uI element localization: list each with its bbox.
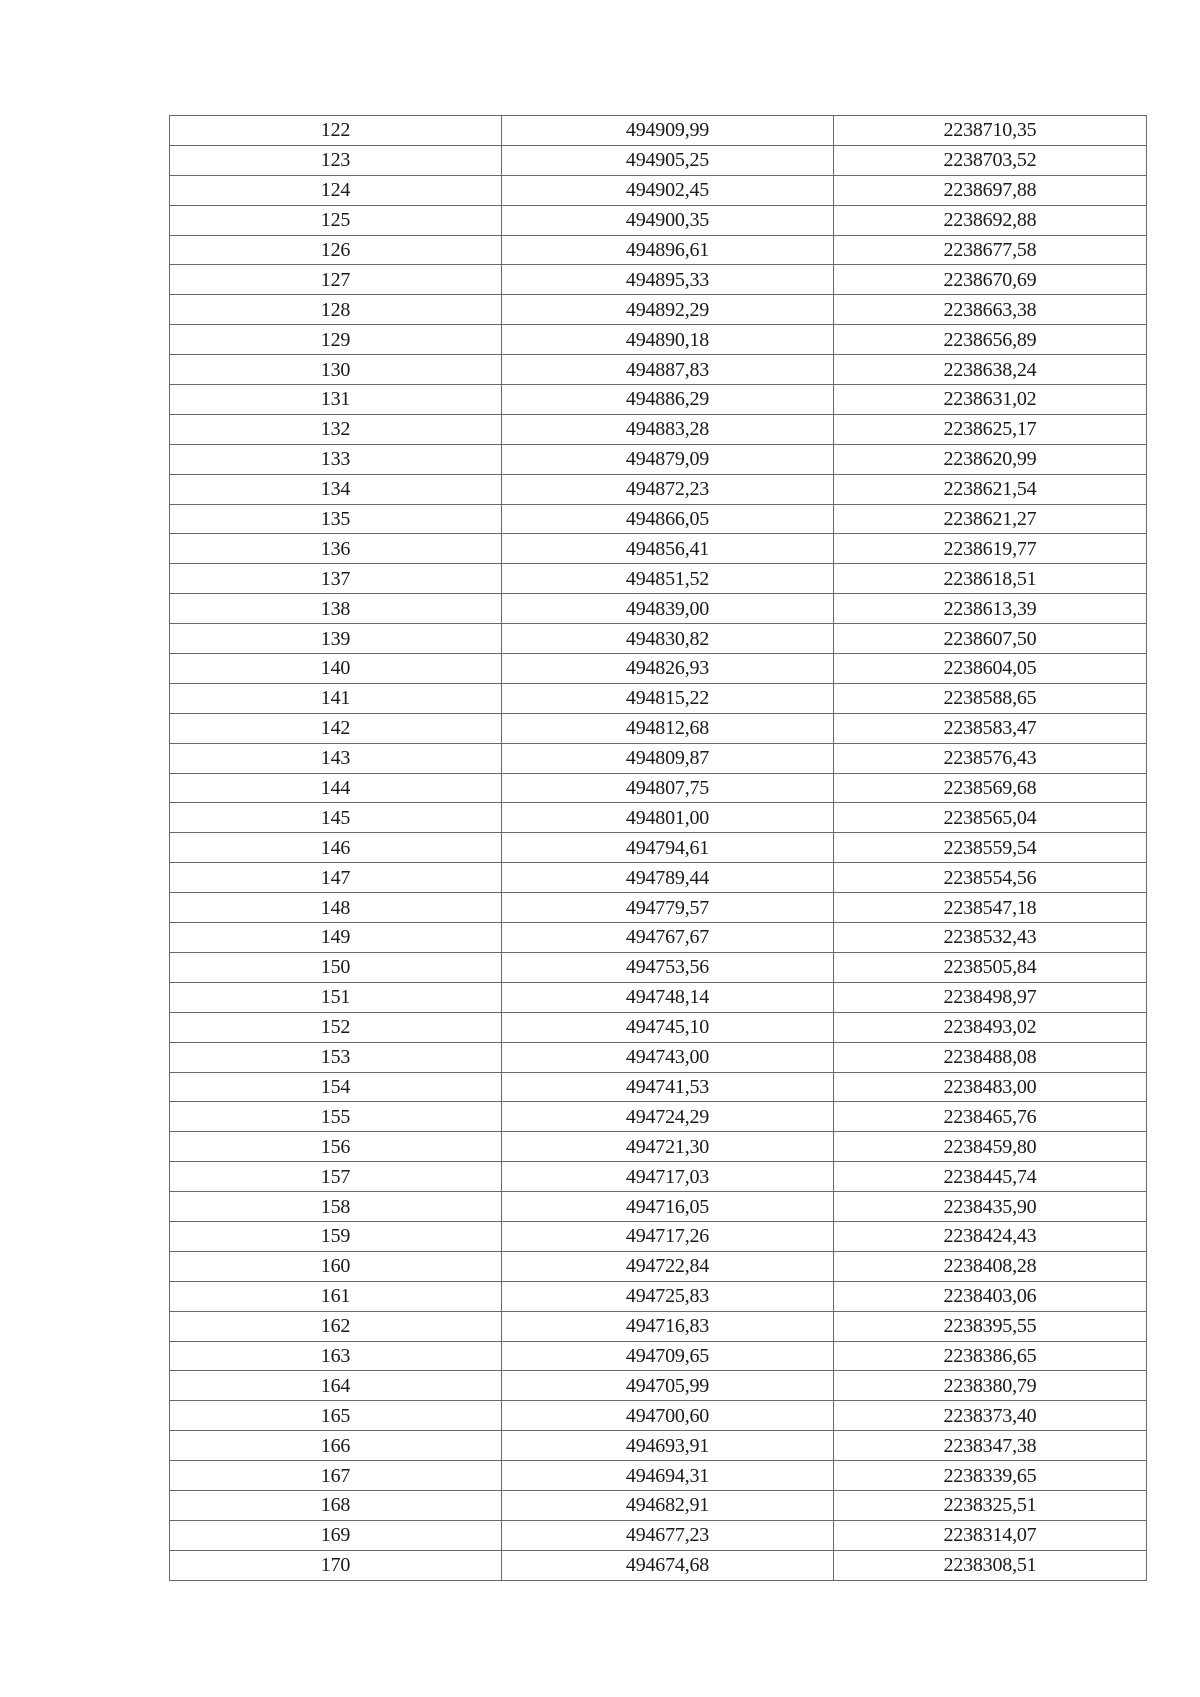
table-row bbox=[170, 504, 1147, 534]
y-coordinate-cell: 2238547,18 bbox=[834, 893, 1147, 923]
y-coordinate-cell: 2238403,06 bbox=[834, 1281, 1147, 1311]
table-row bbox=[170, 982, 1147, 1012]
y-coordinate-cell: 2238583,47 bbox=[834, 713, 1147, 743]
point-number-cell: 126 bbox=[170, 235, 502, 265]
table-row bbox=[170, 564, 1147, 594]
x-coordinate-cell: 494717,26 bbox=[502, 1221, 834, 1251]
y-coordinate-cell: 2238347,38 bbox=[834, 1431, 1147, 1461]
point-number-cell: 131 bbox=[170, 385, 502, 415]
table-row bbox=[170, 474, 1147, 504]
y-coordinate-cell: 2238373,40 bbox=[834, 1401, 1147, 1431]
point-number-cell: 145 bbox=[170, 803, 502, 833]
y-coordinate-cell: 2238308,51 bbox=[834, 1550, 1147, 1580]
x-coordinate-cell: 494905,25 bbox=[502, 145, 834, 175]
table-row bbox=[170, 1192, 1147, 1222]
x-coordinate-cell: 494694,31 bbox=[502, 1461, 834, 1491]
x-coordinate-cell: 494677,23 bbox=[502, 1520, 834, 1550]
x-coordinate-cell: 494851,52 bbox=[502, 564, 834, 594]
y-coordinate-cell: 2238408,28 bbox=[834, 1251, 1147, 1281]
x-coordinate-cell: 494767,67 bbox=[502, 923, 834, 953]
point-number-cell: 155 bbox=[170, 1102, 502, 1132]
x-coordinate-cell: 494886,29 bbox=[502, 385, 834, 415]
y-coordinate-cell: 2238663,38 bbox=[834, 295, 1147, 325]
x-coordinate-cell: 494895,33 bbox=[502, 265, 834, 295]
x-coordinate-cell: 494815,22 bbox=[502, 683, 834, 713]
x-coordinate-cell: 494741,53 bbox=[502, 1072, 834, 1102]
point-number-cell: 146 bbox=[170, 833, 502, 863]
y-coordinate-cell: 2238638,24 bbox=[834, 355, 1147, 385]
point-number-cell: 132 bbox=[170, 414, 502, 444]
y-coordinate-cell: 2238465,76 bbox=[834, 1102, 1147, 1132]
table-row bbox=[170, 803, 1147, 833]
point-number-cell: 170 bbox=[170, 1550, 502, 1580]
point-number-cell: 128 bbox=[170, 295, 502, 325]
x-coordinate-cell: 494725,83 bbox=[502, 1281, 834, 1311]
y-coordinate-cell: 2238619,77 bbox=[834, 534, 1147, 564]
x-coordinate-cell: 494693,91 bbox=[502, 1431, 834, 1461]
y-coordinate-cell: 2238670,69 bbox=[834, 265, 1147, 295]
point-number-cell: 142 bbox=[170, 713, 502, 743]
table-row bbox=[170, 594, 1147, 624]
table-row bbox=[170, 713, 1147, 743]
table-row bbox=[170, 145, 1147, 175]
point-number-cell: 161 bbox=[170, 1281, 502, 1311]
y-coordinate-cell: 2238625,17 bbox=[834, 414, 1147, 444]
table-row bbox=[170, 1371, 1147, 1401]
point-number-cell: 156 bbox=[170, 1132, 502, 1162]
y-coordinate-cell: 2238618,51 bbox=[834, 564, 1147, 594]
y-coordinate-cell: 2238498,97 bbox=[834, 982, 1147, 1012]
x-coordinate-cell: 494830,82 bbox=[502, 624, 834, 654]
x-coordinate-cell: 494909,99 bbox=[502, 116, 834, 146]
y-coordinate-cell: 2238488,08 bbox=[834, 1042, 1147, 1072]
point-number-cell: 125 bbox=[170, 205, 502, 235]
table-row bbox=[170, 205, 1147, 235]
point-number-cell: 141 bbox=[170, 683, 502, 713]
point-number-cell: 130 bbox=[170, 355, 502, 385]
table-row bbox=[170, 1012, 1147, 1042]
table-row bbox=[170, 1461, 1147, 1491]
table-row bbox=[170, 1401, 1147, 1431]
y-coordinate-cell: 2238710,35 bbox=[834, 116, 1147, 146]
table-row bbox=[170, 863, 1147, 893]
table-row bbox=[170, 444, 1147, 474]
y-coordinate-cell: 2238314,07 bbox=[834, 1520, 1147, 1550]
table-row bbox=[170, 1311, 1147, 1341]
table-row bbox=[170, 1221, 1147, 1251]
y-coordinate-cell: 2238607,50 bbox=[834, 624, 1147, 654]
y-coordinate-cell: 2238621,54 bbox=[834, 474, 1147, 504]
table-row bbox=[170, 1162, 1147, 1192]
table-row bbox=[170, 1550, 1147, 1580]
y-coordinate-cell: 2238424,43 bbox=[834, 1221, 1147, 1251]
y-coordinate-cell: 2238445,74 bbox=[834, 1162, 1147, 1192]
x-coordinate-cell: 494716,05 bbox=[502, 1192, 834, 1222]
point-number-cell: 144 bbox=[170, 773, 502, 803]
x-coordinate-cell: 494745,10 bbox=[502, 1012, 834, 1042]
x-coordinate-cell: 494892,29 bbox=[502, 295, 834, 325]
point-number-cell: 169 bbox=[170, 1520, 502, 1550]
x-coordinate-cell: 494887,83 bbox=[502, 355, 834, 385]
table-row bbox=[170, 1281, 1147, 1311]
point-number-cell: 137 bbox=[170, 564, 502, 594]
table-row bbox=[170, 265, 1147, 295]
y-coordinate-cell: 2238395,55 bbox=[834, 1311, 1147, 1341]
y-coordinate-cell: 2238692,88 bbox=[834, 205, 1147, 235]
x-coordinate-cell: 494879,09 bbox=[502, 444, 834, 474]
x-coordinate-cell: 494721,30 bbox=[502, 1132, 834, 1162]
table-row bbox=[170, 773, 1147, 803]
y-coordinate-cell: 2238569,68 bbox=[834, 773, 1147, 803]
table-row bbox=[170, 743, 1147, 773]
point-number-cell: 138 bbox=[170, 594, 502, 624]
point-number-cell: 148 bbox=[170, 893, 502, 923]
x-coordinate-cell: 494839,00 bbox=[502, 594, 834, 624]
point-number-cell: 140 bbox=[170, 654, 502, 684]
point-number-cell: 150 bbox=[170, 952, 502, 982]
y-coordinate-cell: 2238677,58 bbox=[834, 235, 1147, 265]
y-coordinate-cell: 2238380,79 bbox=[834, 1371, 1147, 1401]
table-row bbox=[170, 355, 1147, 385]
y-coordinate-cell: 2238493,02 bbox=[834, 1012, 1147, 1042]
x-coordinate-cell: 494722,84 bbox=[502, 1251, 834, 1281]
table-row bbox=[170, 235, 1147, 265]
x-coordinate-cell: 494709,65 bbox=[502, 1341, 834, 1371]
x-coordinate-cell: 494896,61 bbox=[502, 235, 834, 265]
x-coordinate-cell: 494789,44 bbox=[502, 863, 834, 893]
y-coordinate-cell: 2238576,43 bbox=[834, 743, 1147, 773]
x-coordinate-cell: 494807,75 bbox=[502, 773, 834, 803]
x-coordinate-cell: 494716,83 bbox=[502, 1311, 834, 1341]
point-number-cell: 162 bbox=[170, 1311, 502, 1341]
table-row bbox=[170, 1251, 1147, 1281]
x-coordinate-cell: 494682,91 bbox=[502, 1490, 834, 1520]
table-row bbox=[170, 534, 1147, 564]
y-coordinate-cell: 2238483,00 bbox=[834, 1072, 1147, 1102]
x-coordinate-cell: 494794,61 bbox=[502, 833, 834, 863]
point-number-cell: 143 bbox=[170, 743, 502, 773]
point-number-cell: 149 bbox=[170, 923, 502, 953]
point-number-cell: 139 bbox=[170, 624, 502, 654]
table-row bbox=[170, 624, 1147, 654]
table-row bbox=[170, 175, 1147, 205]
table-row bbox=[170, 325, 1147, 355]
point-number-cell: 147 bbox=[170, 863, 502, 893]
point-number-cell: 158 bbox=[170, 1192, 502, 1222]
coordinates-table-body bbox=[170, 116, 1147, 1581]
point-number-cell: 133 bbox=[170, 444, 502, 474]
point-number-cell: 166 bbox=[170, 1431, 502, 1461]
y-coordinate-cell: 2238554,56 bbox=[834, 863, 1147, 893]
x-coordinate-cell: 494717,03 bbox=[502, 1162, 834, 1192]
x-coordinate-cell: 494902,45 bbox=[502, 175, 834, 205]
point-number-cell: 152 bbox=[170, 1012, 502, 1042]
table-row bbox=[170, 683, 1147, 713]
y-coordinate-cell: 2238621,27 bbox=[834, 504, 1147, 534]
table-row bbox=[170, 1431, 1147, 1461]
point-number-cell: 136 bbox=[170, 534, 502, 564]
point-number-cell: 123 bbox=[170, 145, 502, 175]
table-row bbox=[170, 833, 1147, 863]
y-coordinate-cell: 2238703,52 bbox=[834, 145, 1147, 175]
table-row bbox=[170, 1490, 1147, 1520]
x-coordinate-cell: 494883,28 bbox=[502, 414, 834, 444]
point-number-cell: 151 bbox=[170, 982, 502, 1012]
y-coordinate-cell: 2238339,65 bbox=[834, 1461, 1147, 1491]
y-coordinate-cell: 2238505,84 bbox=[834, 952, 1147, 982]
x-coordinate-cell: 494812,68 bbox=[502, 713, 834, 743]
point-number-cell: 127 bbox=[170, 265, 502, 295]
y-coordinate-cell: 2238697,88 bbox=[834, 175, 1147, 205]
x-coordinate-cell: 494866,05 bbox=[502, 504, 834, 534]
point-number-cell: 168 bbox=[170, 1490, 502, 1520]
y-coordinate-cell: 2238588,65 bbox=[834, 683, 1147, 713]
table-row bbox=[170, 1341, 1147, 1371]
point-number-cell: 122 bbox=[170, 116, 502, 146]
point-number-cell: 129 bbox=[170, 325, 502, 355]
y-coordinate-cell: 2238435,90 bbox=[834, 1192, 1147, 1222]
y-coordinate-cell: 2238604,05 bbox=[834, 654, 1147, 684]
x-coordinate-cell: 494779,57 bbox=[502, 893, 834, 923]
x-coordinate-cell: 494809,87 bbox=[502, 743, 834, 773]
point-number-cell: 153 bbox=[170, 1042, 502, 1072]
y-coordinate-cell: 2238532,43 bbox=[834, 923, 1147, 953]
table-row bbox=[170, 1520, 1147, 1550]
point-number-cell: 154 bbox=[170, 1072, 502, 1102]
point-number-cell: 157 bbox=[170, 1162, 502, 1192]
y-coordinate-cell: 2238656,89 bbox=[834, 325, 1147, 355]
x-coordinate-cell: 494900,35 bbox=[502, 205, 834, 235]
table-row bbox=[170, 1132, 1147, 1162]
y-coordinate-cell: 2238613,39 bbox=[834, 594, 1147, 624]
x-coordinate-cell: 494826,93 bbox=[502, 654, 834, 684]
x-coordinate-cell: 494890,18 bbox=[502, 325, 834, 355]
y-coordinate-cell: 2238565,04 bbox=[834, 803, 1147, 833]
point-number-cell: 164 bbox=[170, 1371, 502, 1401]
point-number-cell: 165 bbox=[170, 1401, 502, 1431]
x-coordinate-cell: 494700,60 bbox=[502, 1401, 834, 1431]
table-row bbox=[170, 923, 1147, 953]
table-row bbox=[170, 893, 1147, 923]
point-number-cell: 135 bbox=[170, 504, 502, 534]
y-coordinate-cell: 2238386,65 bbox=[834, 1341, 1147, 1371]
x-coordinate-cell: 494743,00 bbox=[502, 1042, 834, 1072]
table-row bbox=[170, 116, 1147, 146]
y-coordinate-cell: 2238559,54 bbox=[834, 833, 1147, 863]
point-number-cell: 134 bbox=[170, 474, 502, 504]
table-row bbox=[170, 1072, 1147, 1102]
table-row bbox=[170, 1102, 1147, 1132]
y-coordinate-cell: 2238459,80 bbox=[834, 1132, 1147, 1162]
table-row bbox=[170, 654, 1147, 684]
point-number-cell: 124 bbox=[170, 175, 502, 205]
coordinates-table bbox=[169, 115, 1147, 1581]
x-coordinate-cell: 494856,41 bbox=[502, 534, 834, 564]
x-coordinate-cell: 494753,56 bbox=[502, 952, 834, 982]
y-coordinate-cell: 2238631,02 bbox=[834, 385, 1147, 415]
table-row bbox=[170, 385, 1147, 415]
point-number-cell: 167 bbox=[170, 1461, 502, 1491]
x-coordinate-cell: 494674,68 bbox=[502, 1550, 834, 1580]
point-number-cell: 160 bbox=[170, 1251, 502, 1281]
x-coordinate-cell: 494872,23 bbox=[502, 474, 834, 504]
y-coordinate-cell: 2238620,99 bbox=[834, 444, 1147, 474]
table-row bbox=[170, 952, 1147, 982]
table-row bbox=[170, 295, 1147, 325]
y-coordinate-cell: 2238325,51 bbox=[834, 1490, 1147, 1520]
x-coordinate-cell: 494724,29 bbox=[502, 1102, 834, 1132]
x-coordinate-cell: 494748,14 bbox=[502, 982, 834, 1012]
table-row bbox=[170, 414, 1147, 444]
x-coordinate-cell: 494705,99 bbox=[502, 1371, 834, 1401]
point-number-cell: 159 bbox=[170, 1221, 502, 1251]
point-number-cell: 163 bbox=[170, 1341, 502, 1371]
x-coordinate-cell: 494801,00 bbox=[502, 803, 834, 833]
table-row bbox=[170, 1042, 1147, 1072]
